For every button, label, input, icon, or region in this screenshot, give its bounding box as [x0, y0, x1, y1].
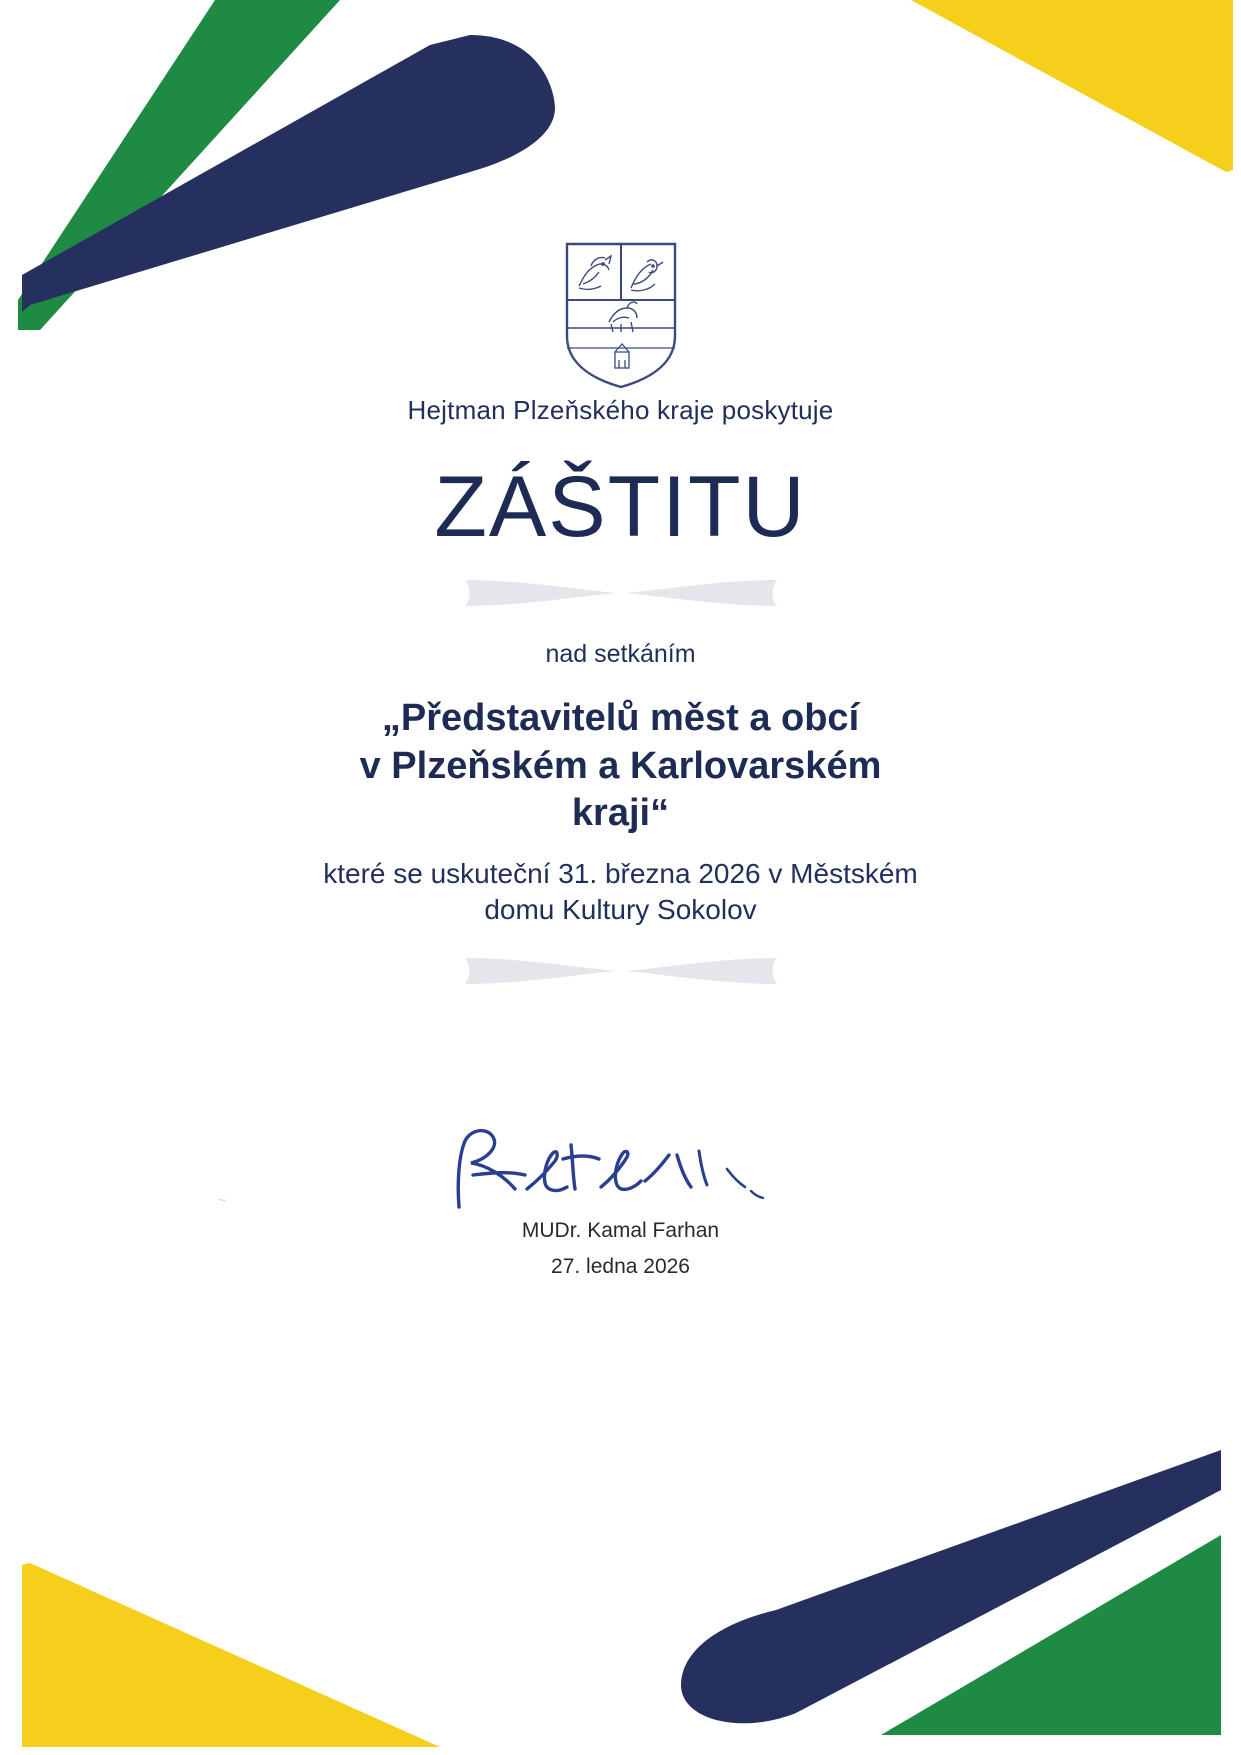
decoration-bottom-left	[0, 1435, 470, 1755]
decoration-bottom-right	[581, 1395, 1241, 1755]
coat-of-arms-icon	[561, 240, 681, 390]
event-details-line-1: které se uskuteční 31. března 2026 v Městském	[323, 857, 918, 889]
grantor-line: Hejtman Plzeňského kraje poskytuje	[407, 395, 834, 425]
certificate-body	[0, 395, 1241, 988]
bowtie-separator-icon-2	[461, 954, 781, 988]
event-title	[0, 695, 1241, 838]
handwritten-signature-icon	[431, 1115, 811, 1225]
decoration-top-left	[0, 0, 640, 340]
signature-name: MUDr. Kamal Farhan	[521, 1219, 720, 1242]
event-details-line-2: domu Kultury Sokolov	[484, 893, 757, 925]
event-title-line-1: „Představitelů měst a obcí	[381, 697, 860, 739]
stray-mark: ~	[218, 1192, 227, 1208]
signature-block	[0, 1115, 1241, 1279]
page-title: ZÁŠTITU	[434, 459, 807, 555]
event-title-line-3: kraji“	[571, 792, 670, 834]
bowtie-separator-icon	[461, 576, 781, 610]
over-line: nad setkáním	[545, 640, 696, 668]
event-details	[0, 856, 1241, 929]
event-title-line-2: v Plzeňském a Karlovarském	[359, 744, 882, 787]
decoration-top-right	[721, 0, 1241, 300]
signature-date: 27. ledna 2026	[551, 1255, 690, 1278]
